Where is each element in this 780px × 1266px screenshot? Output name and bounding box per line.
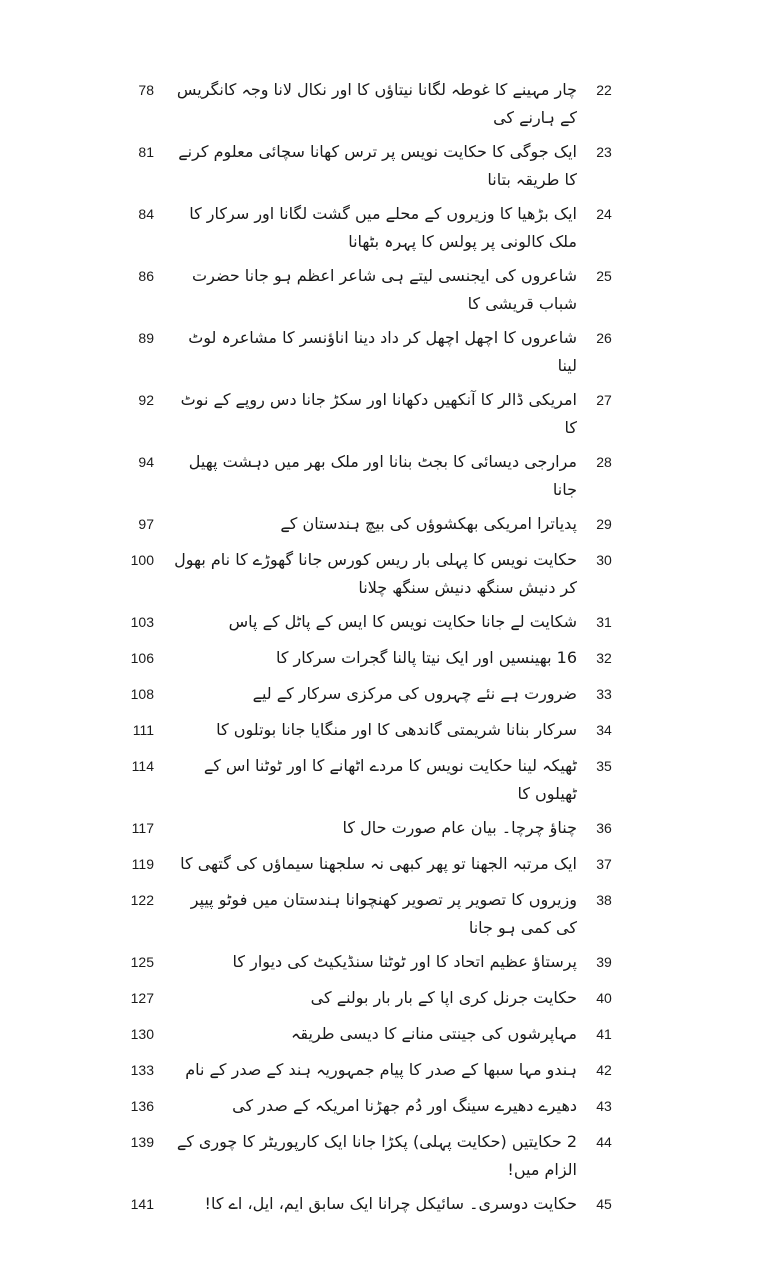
page-number: 97	[138, 516, 154, 532]
entry-number: 43	[596, 1098, 612, 1114]
entry-number: 37	[596, 856, 612, 872]
entry-title: پدیاترا امریکی بھکشوؤں کی بیچ ہندستان کے	[280, 514, 577, 533]
toc-entry[interactable]	[0, 752, 780, 808]
entry-title: وزیروں کا تصویر پر تصویر کھنچوانا ہندستان میں فوٹو پیپر کی کمی ہو جانا	[190, 890, 577, 937]
entry-title: شکایت لے جانا حکایت نویس کا ایس کے پاٹل کے پاس	[228, 612, 577, 631]
page-number: 136	[130, 1098, 154, 1114]
page-number: 103	[130, 614, 154, 630]
entry-title: چناؤ چرچا۔ بیان عام صورت حال کا	[342, 818, 577, 837]
page-number: 111	[132, 722, 154, 738]
toc-entry[interactable]	[0, 850, 780, 880]
toc-entry[interactable]	[0, 324, 780, 380]
entry-number: 25	[596, 268, 612, 284]
entry-title: دھیرے دھیرے سینگ اور دُم جھڑنا امریکہ کے صدر کی	[232, 1096, 577, 1115]
page-number: 84	[138, 206, 154, 222]
entry-title: ایک جوگی کا حکایت نویس پر ترس کھانا سچائی معلوم کرنے کا طریقہ بتانا	[178, 142, 577, 189]
toc-entry[interactable]	[0, 814, 780, 844]
page-number: 106	[130, 650, 154, 666]
entry-title: سرکار بنانا شریمتی گاندھی کا اور منگایا جانا بوتلوں کا	[216, 720, 577, 739]
entry-number: 31	[596, 614, 612, 630]
page-number: 89	[138, 330, 154, 346]
entry-title: ایک بڑھیا کا وزیروں کے محلے میں گشت لگانا اور سرکار کا ملک کالونی پر پولس کا پہرہ بٹھانا	[189, 204, 577, 251]
entry-title: حکایت جرنل کری اپا کے بار بار بولنے کی	[310, 988, 577, 1007]
toc-entry[interactable]	[0, 1056, 780, 1086]
entry-title: ٹھیکہ لینا حکایت نویس کا مردے اٹھانے کا اور ٹوٹنا اس کے ٹھیلوں کا	[203, 756, 577, 803]
entry-number: 36	[596, 820, 612, 836]
page-number: 130	[130, 1026, 154, 1042]
toc-entry[interactable]	[0, 608, 780, 638]
toc-entry[interactable]	[0, 1092, 780, 1122]
entry-number: 34	[596, 722, 612, 738]
entry-title: 2 حکایتیں (حکایت پہلی) پکڑا جانا ایک کارپوریٹر کا چوری کے الزام میں!	[176, 1132, 577, 1179]
entry-number: 26	[596, 330, 612, 346]
page-number: 114	[131, 758, 154, 774]
toc-entry[interactable]	[0, 262, 780, 318]
page-number: 139	[130, 1134, 154, 1150]
toc-entry[interactable]	[0, 386, 780, 442]
toc-entry[interactable]	[0, 984, 780, 1014]
entry-title: 16 بھینسیں اور ایک نیتا پالنا گجرات سرکار کا	[275, 648, 577, 667]
entry-title: شاعروں کی ایجنسی لیتے ہی شاعر اعظم ہو جانا حضرت شباب قریشی کا	[192, 266, 577, 313]
entry-number: 35	[596, 758, 612, 774]
entry-number: 33	[596, 686, 612, 702]
page-number: 122	[130, 892, 154, 908]
page-number: 133	[130, 1062, 154, 1078]
page-number: 78	[138, 82, 154, 98]
entry-number: 32	[596, 650, 612, 666]
entry-number: 40	[596, 990, 612, 1006]
toc-entry[interactable]	[0, 886, 780, 942]
entry-title: ہندو مہا سبھا کے صدر کا پیام جمہوریہ ہند کے صدر کے نام	[185, 1060, 577, 1079]
toc-entry[interactable]	[0, 546, 780, 602]
page-number: 94	[138, 454, 154, 470]
toc-entry[interactable]	[0, 716, 780, 746]
entry-title: مہاپرشوں کی جینتی منانے کا دیسی طریقہ	[291, 1024, 577, 1043]
entry-number: 44	[596, 1134, 612, 1150]
entry-number: 24	[596, 206, 612, 222]
entry-title: پرستاؤ عظیم اتحاد کا اور ٹوٹنا سنڈیکیٹ کی دیوار کا	[232, 952, 577, 971]
page-number: 127	[130, 990, 154, 1006]
entry-number: 39	[596, 954, 612, 970]
toc-entry[interactable]	[0, 76, 780, 132]
entry-number: 41	[596, 1026, 612, 1042]
page-number: 117	[131, 820, 154, 836]
page-number: 141	[130, 1196, 154, 1212]
page-number: 92	[138, 392, 154, 408]
entry-number: 28	[596, 454, 612, 470]
page-number: 119	[131, 856, 154, 872]
entry-number: 42	[596, 1062, 612, 1078]
entry-title: شاعروں کا اچھل اچھل کر داد دینا اناؤنسر کا مشاعرہ لوٹ لینا	[188, 328, 577, 375]
toc-entry[interactable]	[0, 644, 780, 674]
entry-number: 27	[596, 392, 612, 408]
page-number: 125	[130, 954, 154, 970]
entry-title: چار مہینے کا غوطہ لگانا نیتاؤں کا اور نکال لانا وجہ کانگریس کے ہارنے کی	[176, 80, 577, 127]
toc-entry[interactable]	[0, 1190, 780, 1220]
entry-title: ضرورت ہے نئے چہروں کی مرکزی سرکار کے لیے	[252, 684, 577, 703]
entry-number: 23	[596, 144, 612, 160]
entry-number: 45	[596, 1196, 612, 1212]
toc-entry[interactable]	[0, 948, 780, 978]
entry-title: امریکی ڈالر کا آنکھیں دکھانا اور سکڑ جانا دس روپے کے نوٹ کا	[180, 390, 577, 437]
page-number: 108	[130, 686, 154, 702]
toc-entry[interactable]	[0, 1128, 780, 1184]
toc-entry[interactable]	[0, 510, 780, 540]
toc-entry[interactable]	[0, 680, 780, 710]
toc-entry[interactable]	[0, 138, 780, 194]
entry-number: 38	[596, 892, 612, 908]
entry-number: 29	[596, 516, 612, 532]
entry-title: حکایت دوسری۔ سائیکل چرانا ایک سابق ایم، ایل، اے کا!	[204, 1194, 577, 1213]
entry-title: مرارجی دیسائی کا بجٹ بنانا اور ملک بھر میں دہشت پھیل جانا	[188, 452, 577, 499]
entry-number: 30	[596, 552, 612, 568]
entry-title: حکایت نویس کا پہلی بار ریس کورس جانا گھوڑے کا نام بھول کر دنیش سنگھ دنیش سنگھ چلانا	[174, 550, 577, 597]
page-number: 81	[138, 144, 154, 160]
toc-entry[interactable]	[0, 1020, 780, 1050]
entry-title: ایک مرتبہ الجھنا تو پھر کبھی نہ سلجھنا سیماؤں کی گتھی کا	[180, 854, 577, 873]
page-number: 86	[138, 268, 154, 284]
page-number: 100	[130, 552, 154, 568]
toc-entry[interactable]	[0, 200, 780, 256]
toc-entry[interactable]	[0, 448, 780, 504]
entry-number: 22	[596, 82, 612, 98]
